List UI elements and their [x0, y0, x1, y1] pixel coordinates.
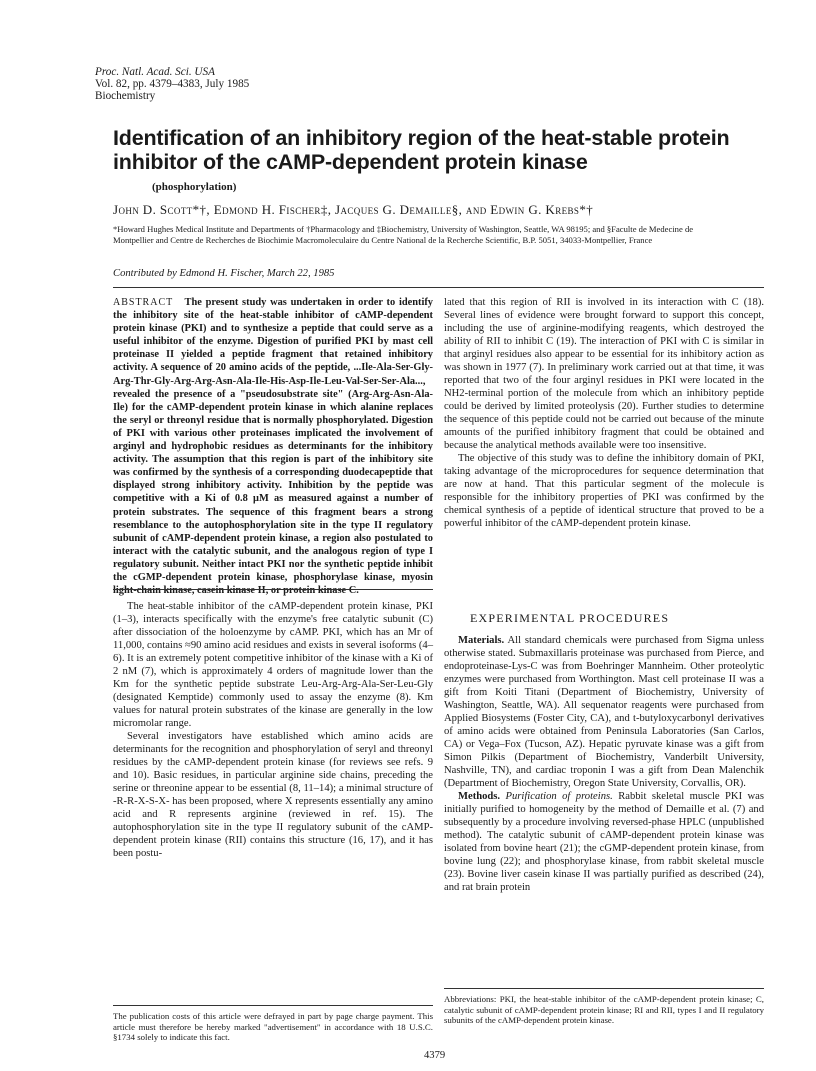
materials-text: All standard chemicals were purchased from Sigma unless otherwise stated. Submaxillaris proteinase was purchased from Pierce, and endoproteinase-Lys-C was from Boehringer Mannheim. Other proteolytic enzymes were purchased from Worthington. Mast cell proteinase II was a gift from Koiti Titani (Department of Biochemistry, University of Washington, Seattle, WA). All sequenator reagents were purchased from Applied Biosystems (Foster City, CA), and t-butyloxycarbonyl derivatives of amino acids were obtained from Peninsula Laboratories (San Carlos, CA) or Vega–Fox (Tucson, AZ). Hepatic pyruvate kinase was a gift from Simon Pilkis (Department of Biochemistry, Vanderbilt University, Nashville, TN), and cardiac troponin I was a gift from Dean Malenchik (Department of Biochemistry, Oregon State University, Corvallis, OR). [444, 635, 764, 789]
page-number: 4379 [424, 1050, 446, 1061]
footnote-divider-left [113, 1005, 433, 1006]
methods-label: Methods. [458, 791, 501, 802]
abbreviations-footnote: Abbreviations: PKI, the heat-stable inhibitor of the cAMP-dependent protein kinase; C, catalytic subunit of cAMP-dependent protein kinase; RI and RII, types I and II regulatory subunits of the cAMP-dependent protein kinase. [444, 994, 764, 1026]
experimental-section [444, 634, 764, 894]
intro-paragraph-2: Several investigators have established which amino acids are determinants for the recognition and phosphorylation of seryl and threonyl residues by the cAMP-dependent protein kinase (for reviews see refs. 9 and 10). Basic residues, in particular arginine side chains, preceding the serine or threonine appear to be essential (8, 11–14); a minimal structure of -R-R-X-S-X- has been proposed, where X represents essentially any amino acid and R represents arginine (reviewed in ref. 15). The autophosphorylation site in the type II regulatory subunit of the cAMP-dependent protein kinase (RII) contains this structure (16, 17), and it has been postu- [113, 731, 433, 859]
methods-sublabel: Purification of proteins. [505, 791, 613, 802]
contributed-by: Contributed by Edmond H. Fischer, March 22, 1985 [113, 268, 335, 279]
abstract-text: The present study was undertaken in order to identify the inhibitory site of the heat-stable inhibitor of cAMP-dependent protein kinase (PKI) and to synthesize a peptide that could serve as a useful inhibitor of the enzyme. Digestion of purified PKI by mast cell proteinase II yielded a peptide fragment that retained inhibitory activity. A sequence of 20 amino acids of the peptide, ...Ile-Ala-Ser-Gly-Arg-Thr-Gly-Arg-Arg-Asn-Ala-Ile-His-Asp-Ile-Leu-Val-Ser-Ser-Ala..., revealed the presence of a "pseudosubstrate site" (Arg-Arg-Asn-Ala-Ile) for the cAMP-dependent protein kinase in which alanine replaces the seryl or threonyl residue that is normally phosphorylated. Digestion of PKI with various other proteinases implicated the involvement of arginyl and hydrophobic residues as determinants for the inhibitory activity. The assumption that this region is part of the inhibitory site was confirmed by the synthesis of a corresponding duodecapeptide that displayed strong inhibitory activity. Inhibition by the peptide was competitive with a Ki of 0.8 μM as measured against a number of protein substrates. The sequence of this fragment bears a strong resemblance to the autophosphorylation site in the type II regulatory subunit of cAMP-dependent protein kinase, a region also postulated to interact with the catalytic subunit, and the analogous region of type I regulatory subunit. Neither intact PKI nor the synthetic peptide inhibit the cGMP-dependent protein kinase, phosphorylase kinase, myosin light-chain kinase, casein kinase II, or protein kinase C. [113, 297, 433, 597]
journal-volume: Vol. 82, pp. 4379–4383, July 1985 [95, 78, 250, 90]
intro-paragraph-1: The heat-stable inhibitor of the cAMP-dependent protein kinase, PKI (1–3), interacts specifically with the enzyme's free catalytic subunit (C) after dissociation of the holoenzyme by cAMP. PKI, which has an Mr of 11,000, contains ≈90 amino acid residues and exists in several isoforms (4–6). It is an extremely potent competitive inhibitor of the kinase with a Ki of 2 nM (7), which is approximately 4 orders of magnitude lower than the Km for the synthetic peptide substrate Leu-Arg-Arg-Ala-Ser-Leu-Gly (designated Kemptide) commonly used to assay the enzyme (8). Km values for natural protein substrates of the kinase are generally in the low micromolar range. [113, 601, 433, 729]
intro-right-column [444, 296, 764, 530]
experimental-heading: EXPERIMENTAL PROCEDURES [470, 611, 670, 625]
journal-section: Biochemistry [95, 90, 156, 102]
materials-paragraph [444, 634, 764, 790]
publication-cost-footnote: The publication costs of this article were defrayed in part by page charge payment. This article must therefore be hereby marked "advertisement" in accordance with 18 U.S.C. §1734 solely to indicate this fact. [113, 1011, 433, 1043]
intro-left-column [113, 600, 433, 860]
keywords: (phosphorylation) [152, 181, 237, 193]
materials-label: Materials. [458, 635, 505, 646]
intro-paragraph-4: The objective of this study was to define the inhibitory domain of PKI, taking advantage of the microprocedures for sequence determination that are now at hand. That this particular segment of the molecule is responsible for the inhibitory properties of PKI was confirmed by the chemical synthesis of a peptide of identical structure that proved to be a powerful inhibitor of the cAMP-dependent protein kinase. [444, 453, 764, 529]
intro-paragraph-3: lated that this region of RII is involved in its interaction with C (18). Several lines of evidence were brought forward to support this concept, including the use of arginine-modifying reagents, which destroyed the ability of RII to inhibit C (19). The interaction of PKI with C is similar in that arginyl residues also appear to be essential for its inhibitory action as was shown in 1977 (7). In preliminary work carried out at that time, it was reported that two of the four arginyl residues in PKI were located in the NH2-terminal portion of the molecule from which an inhibitory peptide could be derived by limited proteolysis (20). Further studies to determine the sequence of this peptide could not be carried out because of the minute amounts of the purified inhibitory fragment that could be obtained and because the analytical methods available were too insensitive. [444, 297, 764, 451]
footnote-divider-right [444, 988, 764, 989]
author-list: John D. Scott*†, Edmond H. Fischer‡, Jacques G. Demaille§, and Edwin G. Krebs*† [113, 202, 594, 217]
abstract [113, 296, 433, 597]
affiliations: *Howard Hughes Medical Institute and Departments of †Pharmacology and ‡Biochemistry, University of Washington, Seattle, WA 98195; and §Faculte de Medecine de Montpellier and Centre de Recherches de Biochimie Macromoleculaire du Centre National de la Recherche Scientific, B.P. 5051, 34033-Montpellier, France [113, 224, 694, 246]
abstract-divider [113, 589, 433, 590]
article-title: Identification of an inhibitory region of the heat-stable protein inhibitor of the cAMP-dependent protein kinase [113, 126, 730, 174]
journal-name: Proc. Natl. Acad. Sci. USA [95, 66, 215, 78]
methods-paragraph [444, 790, 764, 894]
abstract-heading: ABSTRACT [113, 297, 174, 308]
journal-header [95, 66, 249, 102]
methods-text: Rabbit skeletal muscle PKI was initially purified to homogeneity by the method of Demaille et al. (7) and subsequently by a procedure involving reversed-phase HPLC (unpublished method). The catalytic subunit of cAMP-dependent protein kinase was isolated from bovine heart (21); the cGMP-dependent protein kinase, from bovine lung (22); and phosphorylase kinase, from rabbit skeletal muscle (23). Bovine liver casein kinase II was partially purified as described (24), and rat brain protein [444, 791, 764, 893]
header-divider [113, 287, 764, 288]
